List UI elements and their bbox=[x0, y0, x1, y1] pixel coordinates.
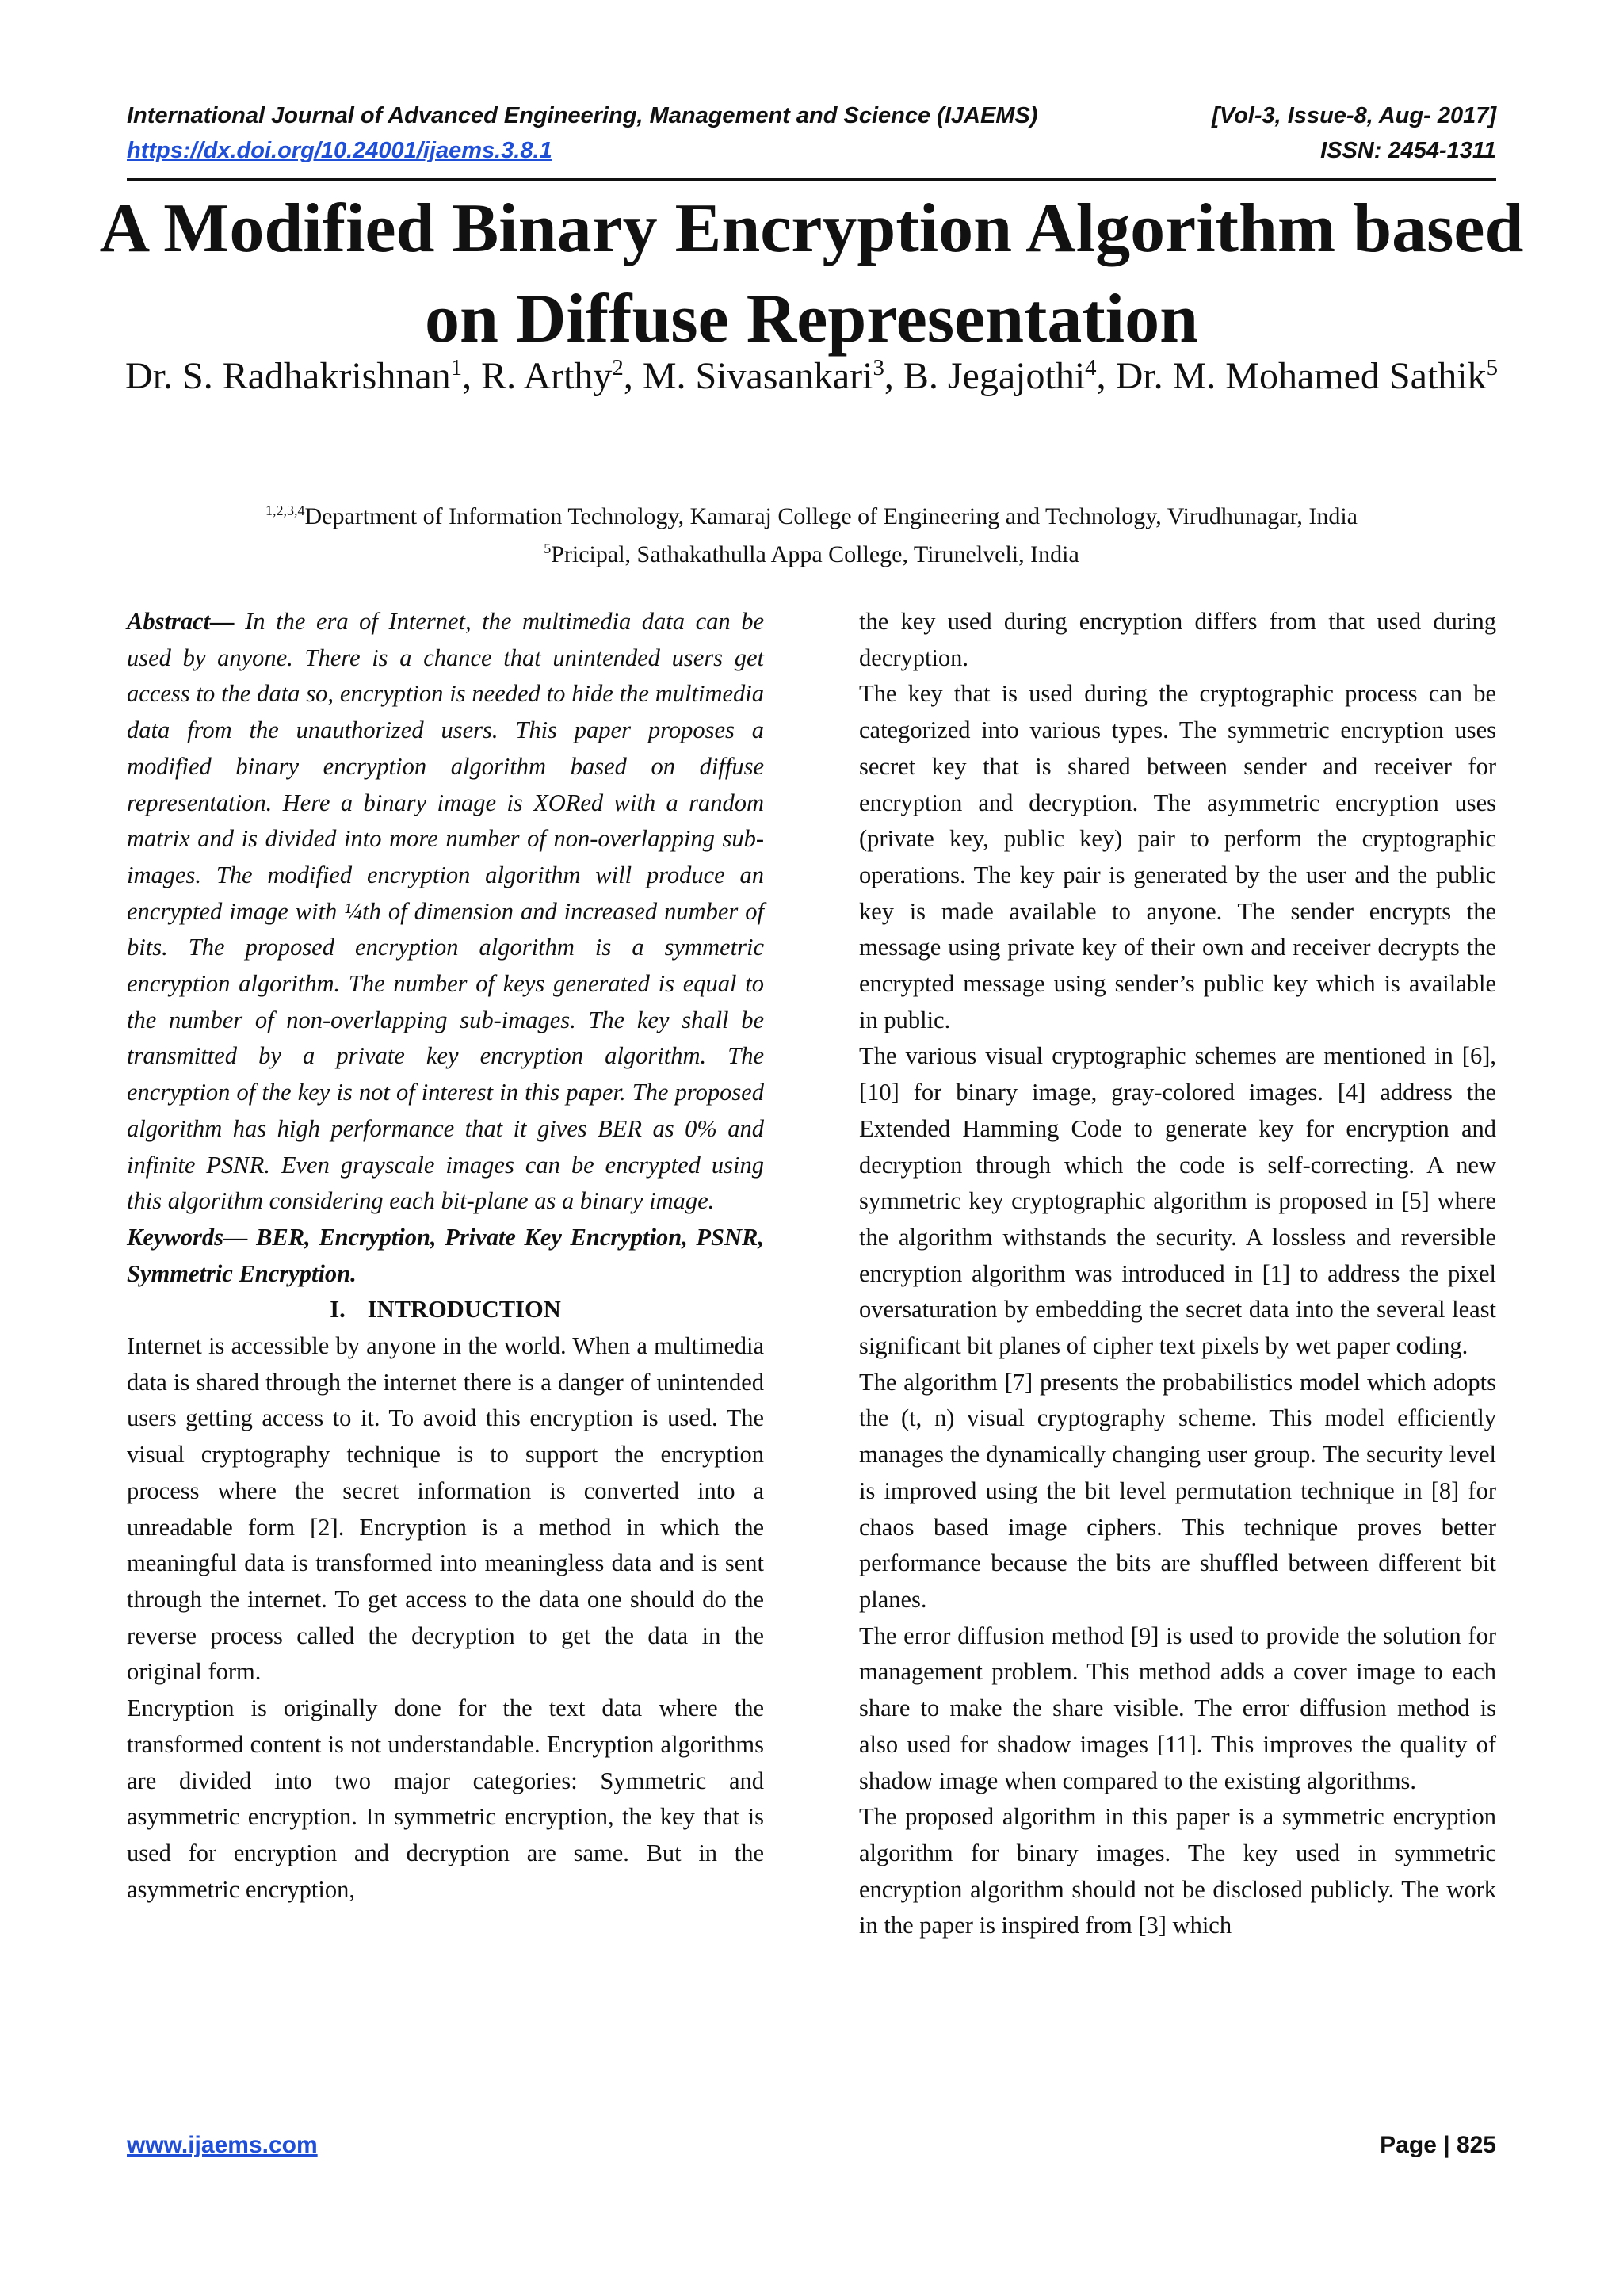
author-list bbox=[95, 349, 1528, 404]
abstract bbox=[127, 604, 764, 1220]
paragraph: The key that is used during the cryptographic process can be categorized into various types. The symmetric encryption uses secret key that is shared between sender and receiver for encryption and decryption. The asymmetric encryption uses (private key, public key) pair to perform the cryptographic operations. The key pair is generated by the user and the public key is made available to anyone. The sender encrypts the message using private key of their own and receiver decrypts the encrypted message using sender’s public key which is available in public. bbox=[859, 680, 1496, 1033]
abstract-label: Abstract— bbox=[127, 608, 235, 635]
paragraph: The proposed algorithm in this paper is a symmetric encryption algorithm for binary images. The key used in symmetric encryption algorithm should not be disclosed publicly. The work in the paper is inspired from [3] which bbox=[859, 1803, 1496, 1939]
author: B. Jegajothi$^4$, bbox=[903, 355, 1116, 397]
page-header bbox=[127, 98, 1496, 168]
paragraph: The algorithm [7] presents the probabilistics model which adopts the (t, n) visual cryptography scheme. This model efficiently manages the dynamically changing user group. The security level is improved using the bit level permutation technique in [8] for chaos based image ciphers. This technique proves better performance because the bits are shuffled between different bit planes. bbox=[859, 1368, 1496, 1613]
author: R. Arthy$^2$, bbox=[481, 355, 643, 397]
left-column bbox=[127, 604, 764, 1908]
paragraph: The various visual cryptographic schemes are mentioned in [6], [10] for binary image, gray-colored images. [4] address the Extended Hamming Code to generate key for encryption and decryption through which the code is self-correcting. A new symmetric key cryptographic algorithm is proposed in [5] where the algorithm withstands the security. A lossless and reversible encryption algorithm was introduced in [1] to address the pixel oversaturation by embedding the secret data into the several least significant bit planes of cipher text pixels by wet paper coding. bbox=[859, 1042, 1496, 1360]
website-link[interactable]: www.ijaems.com bbox=[127, 2132, 318, 2158]
volume-info: [Vol-3, Issue-8, Aug- 2017] bbox=[1212, 102, 1496, 128]
author: Dr. M. Mohamed Sathik$^5$ bbox=[1115, 355, 1498, 397]
page-footer bbox=[127, 2132, 1496, 2159]
issn: ISSN: 2454-1311 bbox=[1320, 137, 1496, 163]
author: M. Sivasankari$^3$, bbox=[642, 355, 903, 397]
affiliation-2: $^5$Pricipal, Sathakathulla Appa College, Tirunelveli, India bbox=[544, 541, 1079, 567]
affiliations bbox=[95, 498, 1528, 574]
header-rule bbox=[127, 178, 1496, 181]
affiliation-1: $^{1,2,3,4}$Department of Information Technology, Kamaraj College of Engineering and Technology, Virudhunagar, India bbox=[265, 502, 1358, 529]
doi-link[interactable]: https://dx.doi.org/10.24001/ijaems.3.8.1 bbox=[127, 137, 552, 163]
abstract-text: In the era of Internet, the multimedia data can be used by anyone. There is a chance that unintended users get access to the data so, encryption is needed to hide the multimedia data from the unauthorized users. This paper proposes a modified binary encryption algorithm based on diffuse representation. Here a binary image is XORed with a random matrix and is divided into more number of non-overlapping sub-images. The modified encryption algorithm will produce an encrypted image with ¼th of dimension and increased number of bits. The proposed encryption algorithm is a symmetric encryption algorithm. The number of keys generated is equal to the number of non-overlapping sub-images. The key shall be transmitted by a private key encryption algorithm. The encryption of the key is not of interest in this paper. The proposed algorithm has high performance that it gives BER as 0% and infinite PSNR. Even grayscale images can be encrypted using this algorithm considering each bit-plane as a binary image. bbox=[127, 608, 764, 1215]
paragraph: the key used during encryption differs from that used during decryption. bbox=[859, 608, 1496, 671]
paragraph: Encryption is originally done for the text data where the transformed content is not understandable. Encryption algorithms are divided into two major categories: Symmetric and asymmetric encryption. In symmetric encryption, the key that is used for encryption and decryption are same. But in the asymmetric encryption, bbox=[127, 1694, 764, 1903]
right-column bbox=[859, 604, 1496, 1944]
paragraph: Internet is accessible by anyone in the world. When a multimedia data is shared through the internet there is a danger of unintended users getting access to it. To avoid this encryption is used. The visual cryptography technique is to support the encryption process where the secret information is converted into a unreadable form [2]. Encryption is a method in which the meaningful data is transformed into meaningless data and is sent through the internet. To get access to the data one should do the reverse process called the decryption to get the data in the original form. bbox=[127, 1332, 764, 1686]
section-heading-introduction: I. INTRODUCTION bbox=[330, 1296, 561, 1324]
author: Dr. S. Radhakrishnan$^1$, bbox=[125, 355, 482, 397]
journal-name: International Journal of Advanced Engineering, Management and Science (IJAEMS) bbox=[127, 102, 1038, 128]
paper-title: A Modified Binary Encryption Algorithm based on Diffuse Representation bbox=[99, 190, 1524, 357]
page-number: Page | 825 bbox=[1380, 2132, 1496, 2158]
paragraph: The error diffusion method [9] is used to provide the solution for management problem. This method adds a cover image to each share to make the share visible. The error diffusion method is also used for shadow images [11]. This improves the quality of shadow image when compared to the existing algorithms. bbox=[859, 1622, 1496, 1794]
keywords: Keywords— BER, Encryption, Private Key Encryption, PSNR, Symmetric Encryption. bbox=[127, 1223, 764, 1287]
